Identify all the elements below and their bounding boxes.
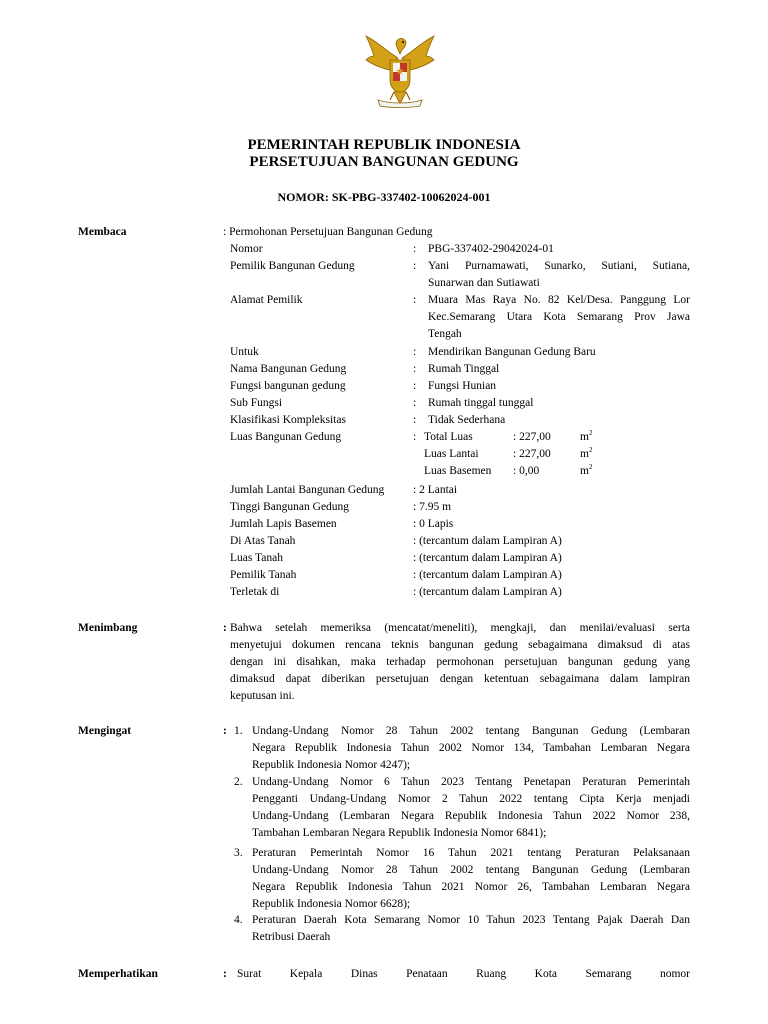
field-value: : 2 Lantai — [413, 484, 458, 496]
luas-unit: $m^2$ — [580, 429, 593, 443]
field-label: Jumlah Lapis Basemen — [230, 518, 337, 530]
field-value: : (tercantum dalam Lampiran A) — [413, 552, 562, 564]
field-separator: : — [413, 243, 417, 255]
paragraph-line: keputusan ini. — [230, 690, 295, 702]
government-title: PEMERINTAH REPUBLIK INDONESIA — [247, 137, 521, 153]
field-label: Jumlah Lantai Bangunan Gedung — [230, 484, 385, 496]
field-separator: : — [413, 431, 417, 443]
field-label: Nama Bangunan Gedung — [230, 363, 347, 375]
value-line: Yani Purnamawati, Sunarko, Sutiani, Sutiana, — [428, 260, 690, 272]
luas-unit: $m^2$ — [580, 446, 593, 460]
field-separator: : — [413, 397, 417, 409]
list-number: 1. — [234, 725, 243, 737]
menimbang-paragraph — [230, 620, 690, 705]
field-label: Sub Fungsi — [230, 397, 283, 409]
list-item-line: Undang-Undang Nomor 6 Tahun 2023 Tentang Penetapan Peraturan Pemerintah — [252, 776, 690, 788]
list-item-line: Retribusi Daerah — [252, 931, 331, 943]
memperhatikan-text — [237, 966, 690, 983]
field-value: : (tercantum dalam Lampiran A) — [413, 569, 562, 581]
field-label: Pemilik Tanah — [230, 569, 297, 581]
field-label: Untuk — [230, 346, 259, 358]
list-item — [252, 774, 690, 842]
section-label-membaca: Membaca — [78, 226, 127, 238]
paragraph-line: Bahwa setelah memeriksa (mencatat/meneliti), mengkaji, dan menilai/evaluasi serta — [230, 622, 690, 634]
field-value: : (tercantum dalam Lampiran A) — [413, 586, 562, 598]
list-item-line: Negara Republik Indonesia Tahun 2021 Nomor 26, Tambahan Lembaran Negara — [252, 881, 690, 893]
value-line: Tengah — [428, 328, 462, 340]
list-item-line: Pengganti Undang-Undang Nomor 2 Tahun 2022 tentang Cipta Kerja menjadi — [252, 793, 690, 805]
field-label: Klasifikasi Kompleksitas — [230, 414, 346, 426]
paragraph-line: menyetujui dokumen rencana teknis bangunan gedung sebagaimana dimaksud di atas — [230, 639, 690, 651]
section-label-mengingat: Mengingat — [78, 725, 132, 737]
field-label: Nomor — [230, 243, 263, 255]
list-number: 3. — [234, 847, 243, 859]
list-item — [252, 723, 690, 774]
field-label: Di Atas Tanah — [230, 535, 296, 547]
field-value: : 0 Lapis — [413, 518, 454, 530]
field-separator: : — [413, 380, 417, 392]
field-value: Fungsi Hunian — [428, 380, 497, 392]
field-value: PBG-337402-29042024-01 — [428, 243, 554, 255]
section-colon: : — [223, 968, 227, 980]
list-item-line: Negara Republik Indonesia Tahun 2002 Nomor 134, Tambahan Lembaran Negara — [252, 742, 690, 754]
luas-value: : 0,00 — [513, 465, 540, 477]
luas-label: Total Luas — [424, 431, 473, 443]
section-label-memperhatikan: Memperhatikan — [78, 968, 158, 980]
value-line: Sunarwan dan Sutiawati — [428, 277, 540, 289]
field-value: Mendirikan Bangunan Gedung Baru — [428, 346, 596, 358]
list-item-line: Undang-Undang (Lembaran Negara Republik Indonesia Tahun 2022 Nomor 238, — [252, 810, 690, 822]
field-separator: : — [413, 363, 417, 375]
paragraph-line: dimaksud dapat diberikan persetujuan dengan ketentuan sebagaimana dalam lampiran — [230, 673, 690, 685]
field-value-pemilik — [428, 258, 690, 292]
field-label: Fungsi bangunan gedung — [230, 380, 346, 392]
list-item-line: Undang-Undang Nomor 28 Tahun 2002 tentang Bangunan Gedung (Lembaran — [252, 725, 690, 737]
list-item-line: Tambahan Lembaran Negara Republik Indonesia Nomor 6841); — [252, 827, 547, 839]
list-item-line: Undang-Undang Nomor 28 Tahun 2002 tentang Bangunan Gedung (Lembaran — [252, 864, 690, 876]
luas-value: : 227,00 — [513, 448, 551, 460]
list-item-line: Republik Indonesia Nomor 6628); — [252, 898, 411, 910]
value-line: Kec.Semarang Utara Kota Semarang Prov Jawa — [428, 311, 690, 323]
field-label: Tinggi Bangunan Gedung — [230, 501, 350, 513]
membaca-intro: : Permohonan Persetujuan Bangunan Gedung — [223, 226, 433, 238]
field-label: Luas Tanah — [230, 552, 283, 564]
document-number: NOMOR: SK-PBG-337402-10062024-001 — [277, 190, 491, 204]
field-separator: : — [413, 260, 417, 272]
list-number: 2. — [234, 776, 243, 788]
field-separator: : — [413, 294, 417, 306]
field-value: : 7.95 m — [413, 501, 452, 513]
field-value: : (tercantum dalam Lampiran A) — [413, 535, 562, 547]
list-item — [252, 912, 690, 946]
field-value: Rumah Tinggal — [428, 363, 500, 375]
list-item-line: Peraturan Daerah Kota Semarang Nomor 10 Tahun 2023 Tentang Pajak Daerah Dan — [252, 914, 690, 926]
list-item-line: Republik Indonesia Nomor 4247); — [252, 759, 411, 771]
section-colon: : — [223, 725, 227, 737]
list-number: 4. — [234, 914, 243, 926]
field-value: Tidak Sederhana — [428, 414, 506, 426]
field-label: Luas Bangunan Gedung — [230, 431, 342, 443]
section-label-menimbang: Menimbang — [78, 622, 138, 634]
value-line: Muara Mas Raya No. 82 Kel/Desa. Panggung Lor — [428, 294, 690, 306]
field-value: Rumah tinggal tunggal — [428, 397, 534, 409]
paragraph-line: dengan ini disahkan, maka terhadap permohonan persetujuan bangunan gedung yang — [230, 656, 690, 668]
luas-label: Luas Lantai — [424, 448, 479, 460]
luas-value: : 227,00 — [513, 431, 551, 443]
field-separator: : — [413, 346, 417, 358]
list-item-line: Peraturan Pemerintah Nomor 16 Tahun 2021 tentang Peraturan Pelaksanaan — [252, 847, 690, 859]
field-separator: : — [413, 414, 417, 426]
document-title: PERSETUJUAN BANGUNAN GEDUNG — [249, 154, 519, 170]
luas-unit: $m^2$ — [580, 463, 593, 477]
paragraph-line: Surat Kepala Dinas Penataan Ruang Kota Semarang nomor — [237, 968, 690, 980]
luas-label: Luas Basemen — [424, 465, 492, 477]
field-value-alamat — [428, 292, 690, 343]
field-label: Pemilik Bangunan Gedung — [230, 260, 355, 272]
field-label: Terletak di — [230, 586, 280, 598]
section-colon: : — [223, 622, 227, 634]
garuda-emblem — [360, 30, 440, 110]
list-item — [252, 845, 690, 913]
field-label: Alamat Pemilik — [230, 294, 303, 306]
